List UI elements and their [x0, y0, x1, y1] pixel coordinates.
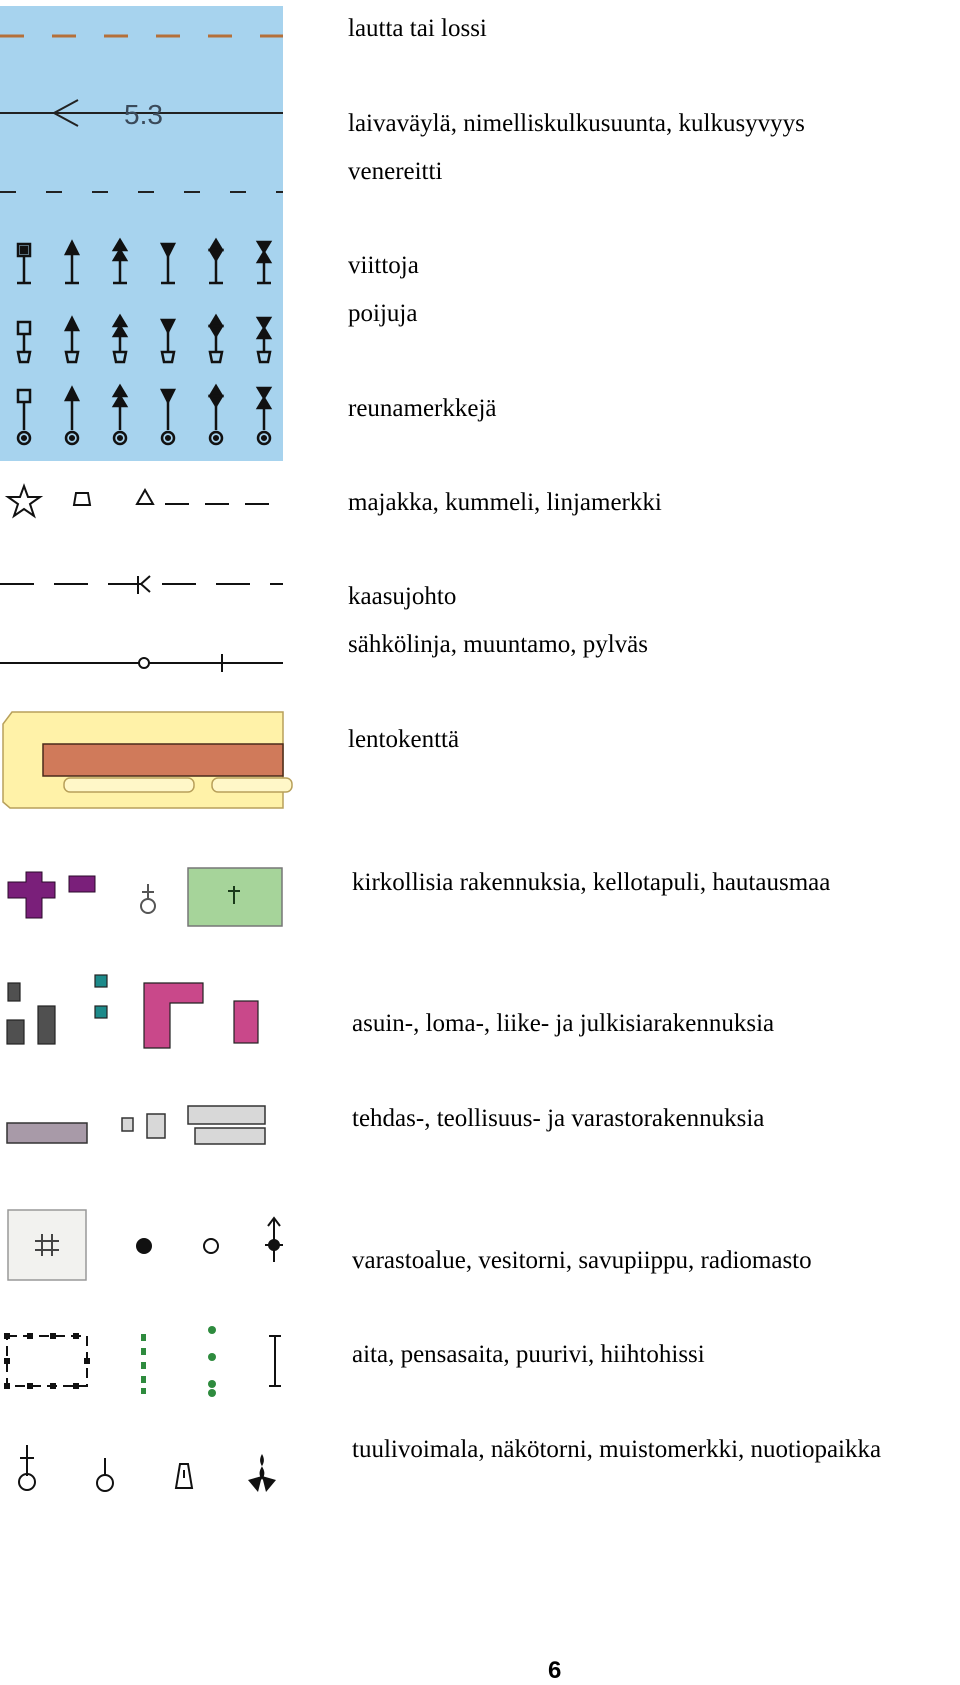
- warehouse-icon: [195, 1128, 265, 1144]
- legend-label-power-line: sähkölinja, muuntamo, pylväs: [348, 631, 648, 658]
- lighthouse-symbols: [8, 486, 283, 516]
- bell-tower-icon: [141, 884, 155, 913]
- legend-label-fairway: laivaväylä, nimelliskulkusuunta, kulkusyvyys: [348, 110, 805, 137]
- church-symbols: [8, 868, 282, 926]
- hedge-icon: [141, 1334, 146, 1394]
- runway: [43, 744, 283, 776]
- water-area: [0, 6, 283, 461]
- gas-pipeline-symbol: [0, 576, 283, 594]
- page-number: 6: [548, 1657, 562, 1684]
- legend-symbols: [0, 0, 300, 1530]
- fence-icon: [7, 1336, 87, 1386]
- building-icon: [38, 1006, 55, 1044]
- commercial-building-icon: [144, 983, 203, 1048]
- observation-tower-icon: [97, 1458, 113, 1491]
- holiday-building-icon: [95, 975, 107, 987]
- fence-symbols: [4, 1326, 281, 1397]
- wind-turbine-symbols: [19, 1445, 276, 1492]
- chapel-icon: [69, 876, 95, 892]
- chimney-icon: [204, 1239, 218, 1253]
- transformer-icon: [139, 658, 149, 668]
- campfire-icon: [248, 1454, 276, 1492]
- residential-symbols: [7, 975, 258, 1048]
- building-icon: [8, 983, 20, 1001]
- legend-label-ferry: lautta tai lossi: [348, 15, 487, 42]
- wind-turbine-icon: [19, 1445, 35, 1490]
- taxiway: [212, 778, 292, 792]
- legend-label-boat-route: venereitti: [348, 158, 443, 185]
- legend-label-lighthouse: majakka, kummeli, linjamerkki: [348, 489, 662, 516]
- church-icon: [8, 872, 55, 918]
- legend-label-storage-area: varastoalue, vesitorni, savupiippu, radiomasto: [352, 1247, 812, 1274]
- storage-area-icon: [8, 1210, 86, 1280]
- legend-label-buoys: poijuja: [348, 300, 418, 327]
- memorial-icon: [176, 1464, 192, 1488]
- building-icon: [7, 1020, 24, 1044]
- leading-mark-icon: [137, 490, 153, 504]
- ski-lift-icon: [269, 1336, 281, 1386]
- fence-posts: [4, 1333, 90, 1389]
- power-line-symbol: [0, 654, 283, 672]
- legend-label-fence: aita, pensasaita, puurivi, hiihtohissi: [352, 1341, 705, 1368]
- legend-label-airport: lentokenttä: [348, 726, 460, 753]
- cairn-icon: [74, 493, 90, 505]
- warehouse-icon: [188, 1106, 265, 1124]
- small-industrial-icon: [147, 1114, 165, 1138]
- legend-label-edge-marks: reunamerkkejä: [348, 395, 497, 422]
- storage-area-symbols: [8, 1210, 283, 1280]
- public-building-icon: [234, 1001, 258, 1043]
- small-industrial-icon: [122, 1118, 133, 1131]
- legend-label-beacons: viittoja: [348, 252, 419, 279]
- tree-row-icon: [208, 1326, 216, 1397]
- industrial-symbols: [7, 1106, 265, 1144]
- holiday-building-icon: [95, 1006, 107, 1018]
- lighthouse-icon: [8, 486, 40, 516]
- factory-icon: [7, 1123, 87, 1143]
- airport-symbol: [3, 712, 292, 808]
- taxiway: [64, 778, 194, 792]
- legend-label-gas-pipeline: kaasujohto: [348, 583, 457, 610]
- legend-label-industrial: tehdas-, teollisuus- ja varastorakennuksia: [352, 1105, 765, 1132]
- legend-label-church: kirkollisia rakennuksia, kellotapuli, hautausmaa: [352, 869, 831, 896]
- legend-label-residential: asuin-, loma-, liike- ja julkisiarakennuksia: [352, 1010, 775, 1037]
- legend-label-wind-turbine: tuulivoimala, näkötorni, muistomerkki, nuotiopaikka: [352, 1436, 882, 1463]
- fairway-depth-label: 5.3: [124, 99, 163, 130]
- radio-mast-icon: [265, 1218, 283, 1262]
- water-tower-icon: [136, 1238, 152, 1254]
